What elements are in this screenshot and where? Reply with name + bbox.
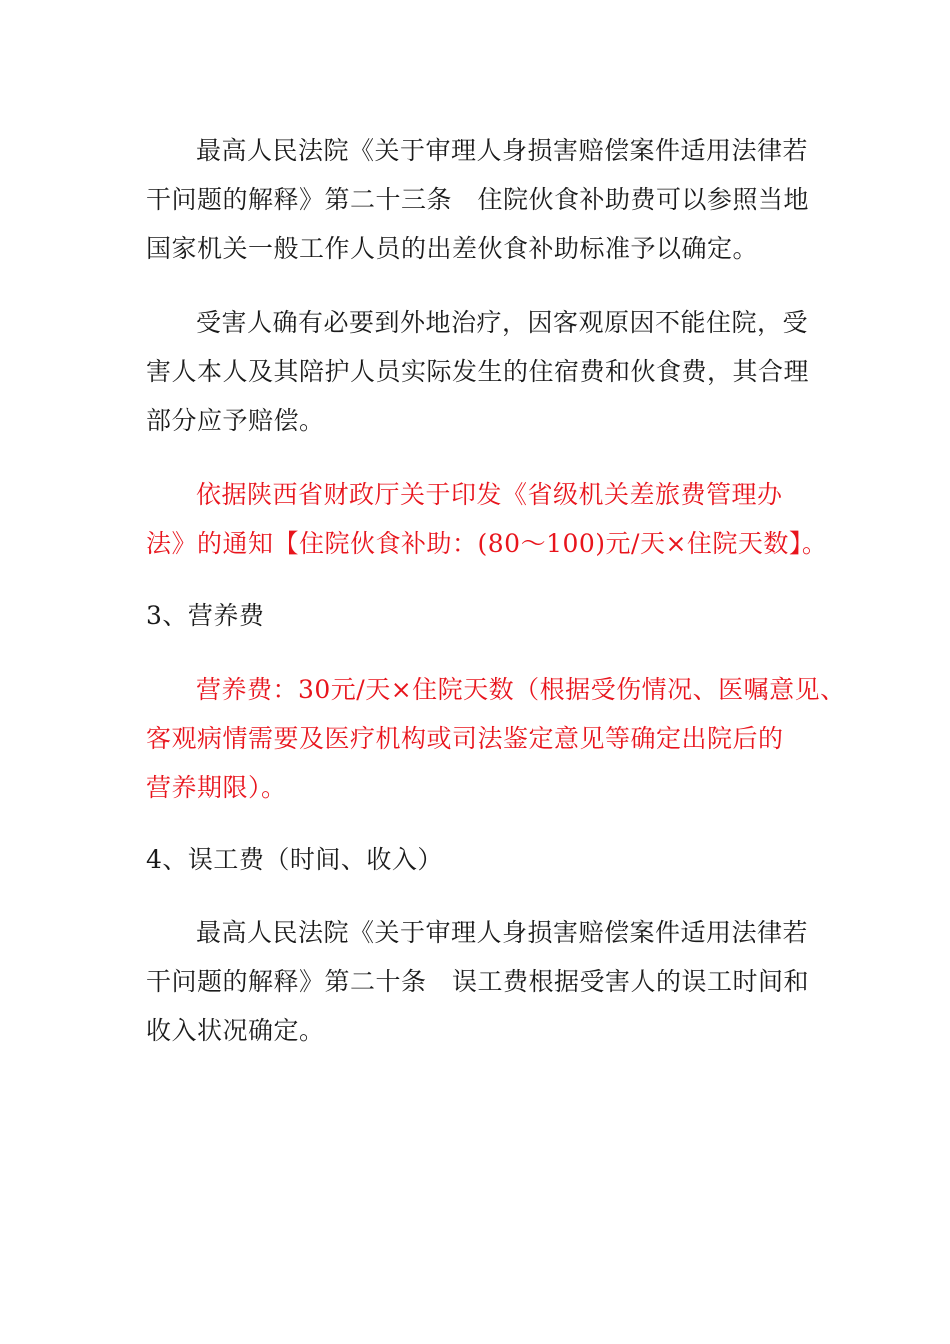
paragraph-3-line-1: 依据陕西省财政厅关于印发《省级机关差旅费管理办: [196, 480, 783, 509]
paragraph-2-line-1: 受害人确有必要到外地治疗，因客观原因不能住院，受: [196, 308, 809, 337]
paragraph-2-line-2: 害人本人及其陪护人员实际发生的住宿费和伙食费，其合理: [146, 357, 810, 386]
paragraph-4-line-1: 营养费：30元/天×住院天数（根据受伤情况、医嘱意见、: [196, 675, 846, 704]
paragraph-5-line-3: 收入状况确定。: [146, 1016, 325, 1045]
paragraph-5-line-1: 最高人民法院《关于审理人身损害赔偿案件适用法律若: [196, 918, 809, 947]
paragraph-1-line-1: 最高人民法院《关于审理人身损害赔偿案件适用法律若: [196, 136, 809, 165]
paragraph-5-line-2: 干问题的解释》第二十条 误工费根据受害人的误工时间和: [146, 967, 810, 996]
section-heading-lost-wages: 4、误工费（时间、收入）: [146, 845, 443, 874]
paragraph-3-line-2: 法》的通知【住院伙食补助：(80～100)元/天×住院天数】。: [146, 529, 828, 558]
paragraph-2-line-3: 部分应予赔偿。: [146, 406, 325, 435]
paragraph-1-line-3: 国家机关一般工作人员的出差伙食补助标准予以确定。: [146, 234, 759, 263]
paragraph-1-line-2: 干问题的解释》第二十三条 住院伙食补助费可以参照当地: [146, 185, 810, 214]
paragraph-4-line-3: 营养期限）。: [146, 773, 287, 802]
paragraph-4-line-2: 客观病情需要及医疗机构或司法鉴定意见等确定出院后的: [146, 724, 784, 753]
section-heading-nutrition: 3、营养费: [146, 601, 265, 630]
